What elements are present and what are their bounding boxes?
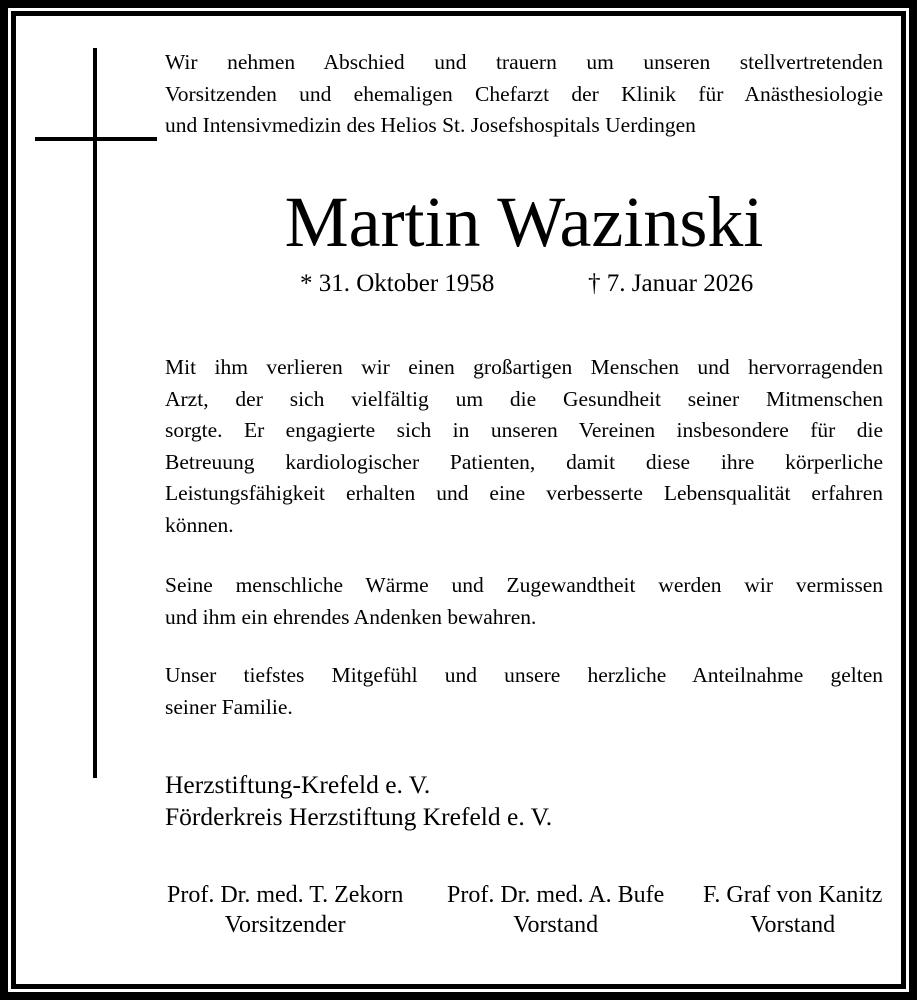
cross-horizontal-bar xyxy=(35,137,157,141)
text-line: Betreuung kardiologischer Patienten, damit diese ihre körperliche xyxy=(165,449,883,474)
signatory-name: Prof. Dr. med. T. Zekorn xyxy=(167,882,404,908)
signatory-1 xyxy=(167,880,403,940)
text-line: Förderkreis Herzstiftung Krefeld e. V. xyxy=(165,801,553,831)
text-line: Wir nehmen Abschied und trauern um unseren stellvertretenden xyxy=(165,50,883,74)
deceased-name: Martin Wazinski xyxy=(284,182,764,262)
death-date: † 7. Januar 2026 xyxy=(588,270,754,297)
signatory-role: Vorstand xyxy=(513,912,599,938)
text-line: Unser tiefstes Mitgefühl und unsere herzliche Anteilnahme gelten xyxy=(165,663,883,687)
signatory-role: Vorstand xyxy=(750,912,836,938)
text-line: Arzt, der sich vielfältig um die Gesundheit seiner Mitmenschen xyxy=(165,386,883,411)
cross-vertical-bar xyxy=(93,48,97,778)
text-line: und Intensivmedizin des Helios St. Josefshospitals Uerdingen xyxy=(165,113,696,137)
signatory-name: Prof. Dr. med. A. Bufe xyxy=(447,882,665,908)
text-line: sorgte. Er engagierte sich in unseren Vereinen insbesondere für die xyxy=(165,418,883,442)
intro-text xyxy=(165,47,883,142)
text-line: können. xyxy=(165,512,234,537)
signatory-2 xyxy=(447,880,664,940)
text-line: Herzstiftung-Krefeld e. V. xyxy=(165,770,431,799)
signatory-role: Vorsitzender xyxy=(224,912,346,938)
birth-date: * 31. Oktober 1958 xyxy=(300,270,495,297)
signatory-3 xyxy=(703,880,882,940)
remembrance-paragraph xyxy=(165,570,883,633)
text-line: Seine menschliche Wärme und Zugewandtheit werden wir vermissen xyxy=(165,573,883,597)
tribute-paragraph xyxy=(165,352,883,541)
text-line: seiner Familie. xyxy=(165,694,293,719)
condolence-paragraph xyxy=(165,660,883,723)
signatory-name: F. Graf von Kanitz xyxy=(703,882,883,908)
text-line: und ihm ein ehrendes Andenken bewahren. xyxy=(165,604,537,629)
text-line: Mit ihm verlieren wir einen großartigen Menschen und hervorragenden xyxy=(165,355,883,379)
text-line: Leistungsfähigkeit erhalten und eine verbesserte Lebensqualität erfahren xyxy=(165,481,883,505)
organization-names xyxy=(165,769,883,832)
text-line: Vorsitzenden und ehemaligen Chefarzt der Klinik für Anästhesiologie xyxy=(165,81,883,106)
